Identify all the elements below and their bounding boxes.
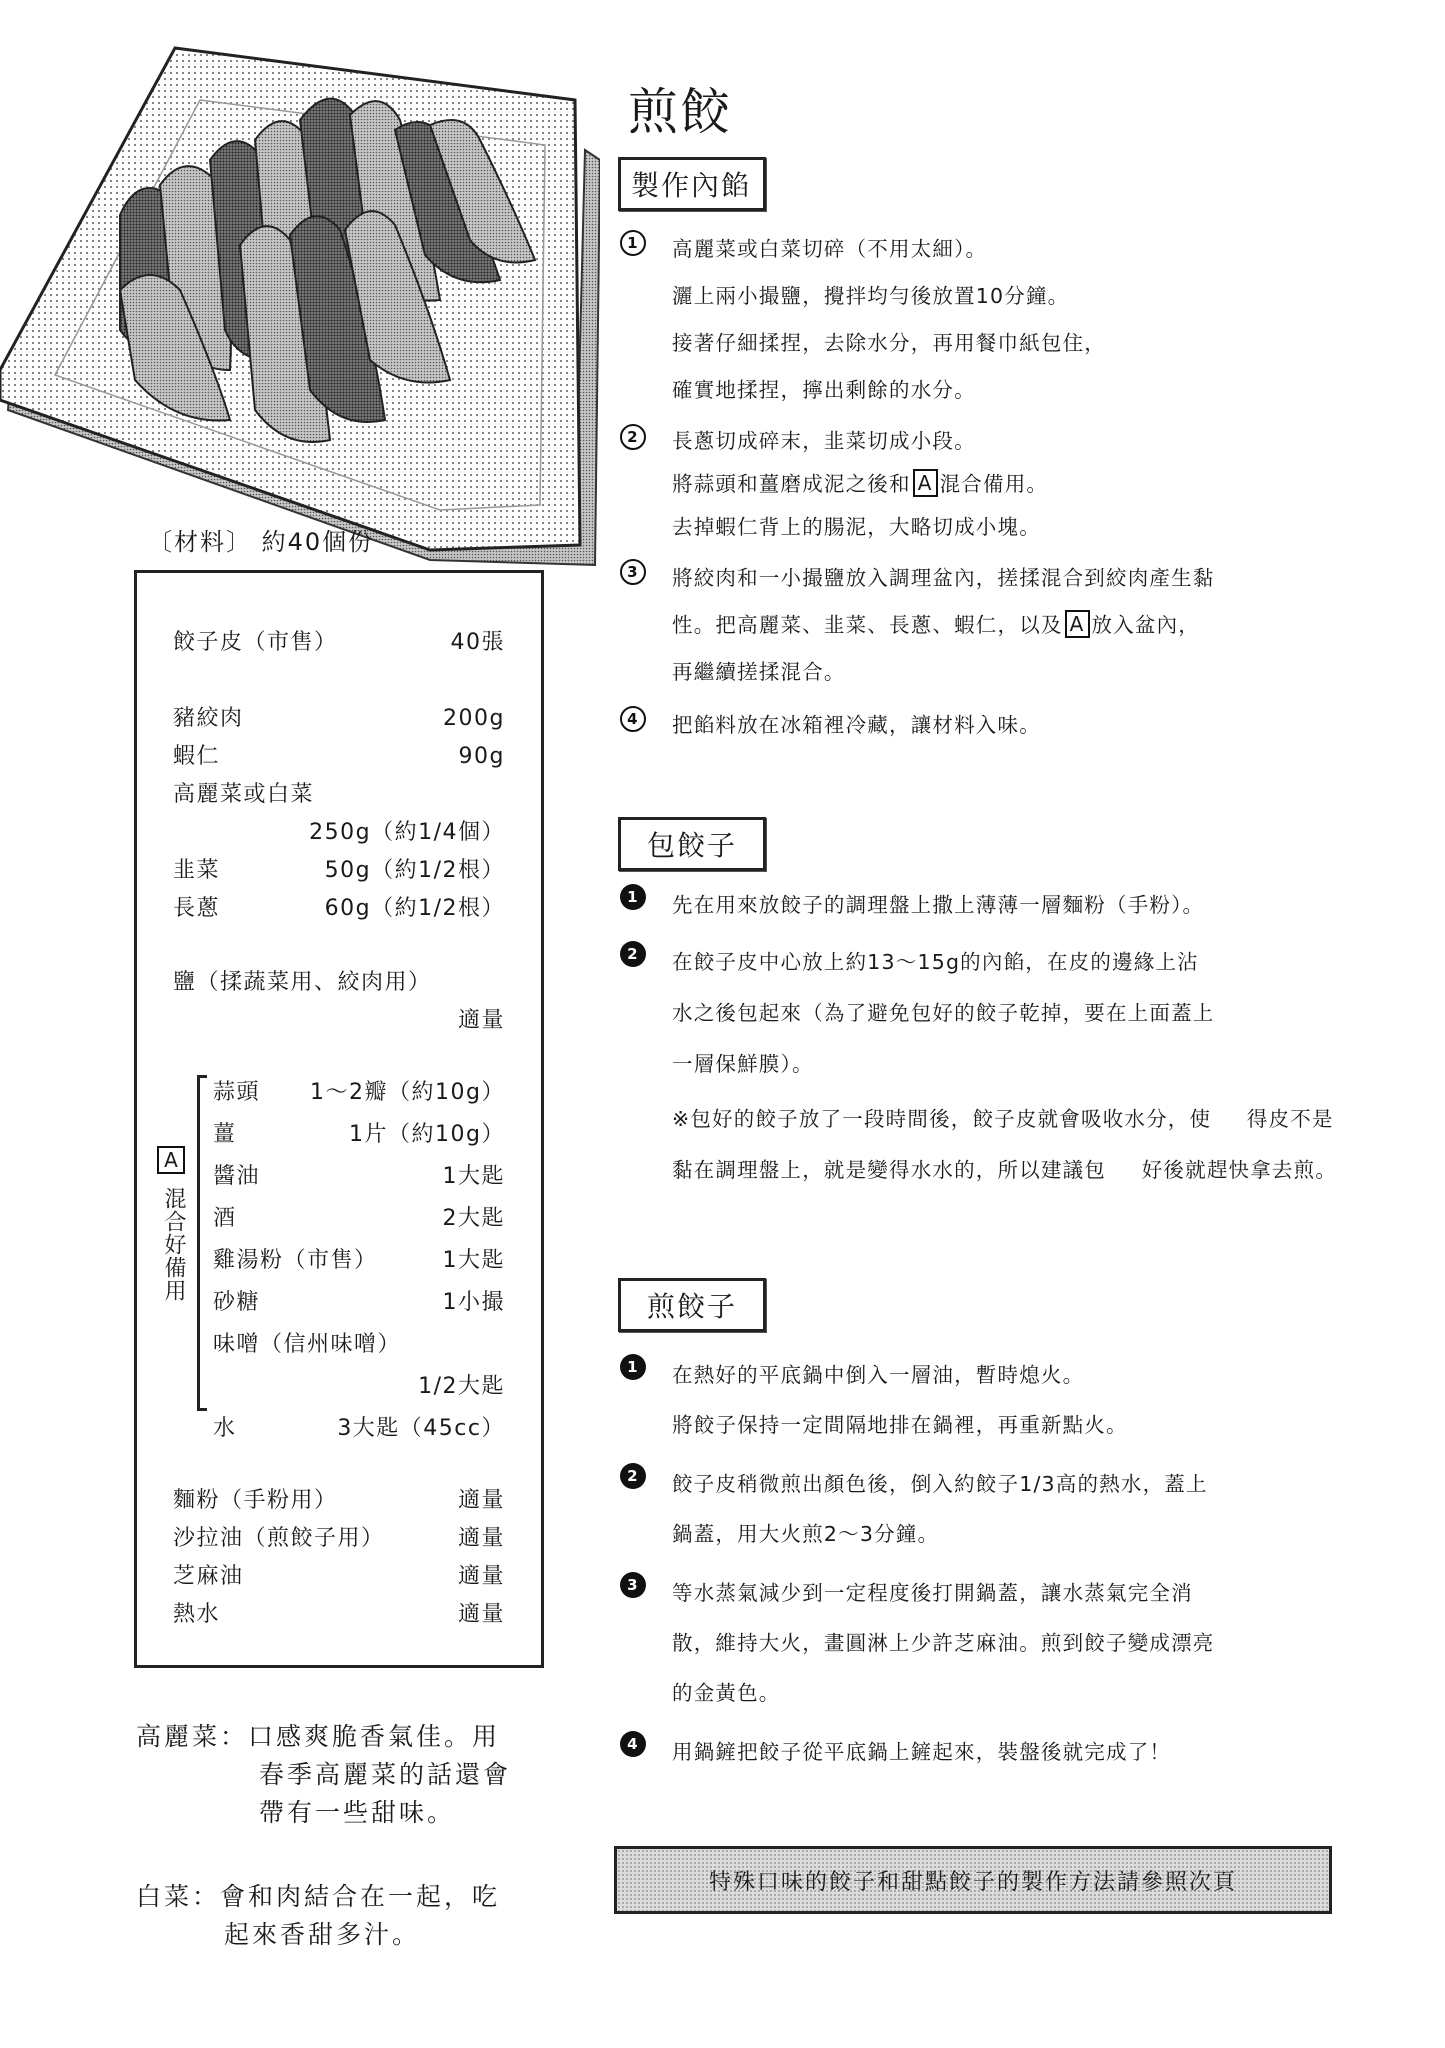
ingredient-name: 芝麻油 (173, 1564, 244, 1589)
recipe-title: 煎餃 (628, 83, 732, 141)
next-page-banner: 特殊口味的餃子和甜點餃子的製作方法請參照次頁 (614, 1846, 1332, 1914)
filled-number-1-icon: 1 (620, 1354, 646, 1380)
note-text: ※包好的餃子放了一段時間後，餃子皮就會吸收水分，使 (672, 1107, 1212, 1131)
circled-number-3-icon: 3 (620, 559, 646, 585)
ingredient-amount: 3大匙（45cc） (337, 1416, 505, 1441)
ingredient-name: 味噌（信州味噌） (213, 1332, 402, 1357)
filled-number-1-icon: 1 (620, 884, 646, 910)
note-line (136, 1878, 500, 1916)
ingredient-amount: 適量 (457, 1008, 505, 1033)
filled-number-2-icon: 2 (620, 1463, 646, 1489)
step-text-with-mix-ref (672, 463, 1340, 506)
wrapping-step-2 (620, 937, 1340, 1090)
ingredient-amount: 適量 (457, 1602, 505, 1627)
ingredient-amount: 1大匙 (442, 1248, 505, 1273)
filled-number-3-icon: 3 (620, 1572, 646, 1598)
step-text: 在餃子皮中心放上約13～15g的內餡，在皮的邊緣上沾 (672, 950, 1199, 974)
mix-ingredient-row (213, 1201, 505, 1232)
ingredient-row (173, 853, 505, 884)
ingredient-name: 雞湯粉（市售） (213, 1248, 378, 1273)
ingredient-row (173, 1483, 505, 1514)
section-header-frying: 煎餃子 (618, 1278, 766, 1332)
ingredient-amount: 1/2大匙 (418, 1374, 505, 1399)
step-text: 長蔥切成碎末，韭菜切成小段。 (672, 429, 976, 453)
wrapping-steps (620, 880, 1340, 1196)
mix-ingredient-row (213, 1327, 505, 1358)
mix-a-box-icon: A (1065, 610, 1090, 638)
ingredient-name: 餃子皮（市售） (173, 630, 338, 655)
note-text: 得皮不是黏在調理盤上，就是變得水水的，所以建議包 (672, 1107, 1334, 1182)
mix-a-box-icon: A (913, 469, 938, 497)
filled-number-4-icon: 4 (620, 1731, 646, 1757)
ingredient-amount: 60g（約1/2根） (324, 896, 505, 921)
note-text: 好後就趕快拿去煎。 (1141, 1158, 1338, 1182)
ingredient-row (173, 701, 505, 732)
ingredient-row (173, 1597, 505, 1628)
step-text: 在熱好的平底鍋中倒入一層油，暫時熄火。 (672, 1363, 1085, 1387)
step-text: 再繼續搓揉混合。 (672, 660, 846, 684)
step-text: 先在用來放餃子的調理盤上撒上薄薄一層麵粉（手粉）。 (672, 893, 1205, 917)
ingredient-row (173, 815, 505, 846)
filling-step-4 (620, 702, 1340, 749)
ingredient-name: 砂糖 (213, 1290, 261, 1315)
step-text: 將絞肉和一小撮鹽放入調理盆內，搓揉混合到絞肉產生黏 (672, 566, 1215, 590)
ingredient-row (173, 965, 505, 996)
mix-ingredient-row (213, 1285, 505, 1316)
step-text: 鍋蓋，用大火煎2～3分鐘。 (672, 1522, 940, 1546)
step-text: 水之後包起來（為了避免包好的餃子乾掉，要在上面蓋上 (672, 1001, 1215, 1025)
filling-step-2 (620, 420, 1340, 549)
circled-number-4-icon: 4 (620, 706, 646, 732)
ingredient-name: 蝦仁 (173, 744, 221, 769)
filled-number-2-icon: 2 (620, 941, 646, 967)
ingredient-name: 鹽（揉蔬菜用、絞肉用） (173, 970, 432, 995)
frying-step-4 (620, 1727, 1340, 1777)
ingredient-name: 薑 (213, 1122, 237, 1147)
ingredient-name: 豬絞肉 (173, 706, 244, 731)
step-text-with-mix-ref (672, 602, 1340, 649)
note-text: 口感爽脆香氣佳。用 (248, 1722, 501, 1751)
ingredient-amount: 2大匙 (442, 1206, 505, 1231)
note-text: 起來香甜多汁。 (224, 1920, 421, 1949)
filling-steps (620, 226, 1340, 749)
napa-cabbage-note (136, 1878, 500, 1954)
ingredient-amount: 250g（約1/4個） (309, 820, 505, 845)
mix-ingredient-row (213, 1243, 505, 1274)
step-text: 確實地揉捏，擰出剩餘的水分。 (672, 378, 976, 402)
ingredient-name: 蒜頭 (213, 1080, 261, 1105)
ingredients-box (134, 570, 544, 1668)
gyoza-plate-illustration (0, 40, 600, 600)
ingredient-row (173, 625, 505, 656)
ingredient-amount: 適量 (457, 1488, 505, 1513)
step-text: 的金黃色。 (672, 1681, 781, 1705)
note-line (136, 1718, 511, 1756)
ingredient-amount: 90g (458, 744, 505, 769)
ingredient-name: 酒 (213, 1206, 237, 1231)
ingredient-row (173, 1559, 505, 1590)
frying-step-2 (620, 1459, 1340, 1559)
mix-group-bracket (197, 1075, 207, 1411)
ingredient-amount: 1小撮 (442, 1290, 505, 1315)
circled-number-2-icon: 2 (620, 424, 646, 450)
note-text: 春季高麗菜的話還會 (259, 1760, 512, 1789)
ingredient-amount: 適量 (457, 1526, 505, 1551)
note-head: 高麗菜： (136, 1722, 249, 1751)
ingredient-name: 水 (213, 1416, 237, 1441)
section-header-wrapping: 包餃子 (618, 817, 766, 871)
ingredient-row (173, 777, 505, 808)
mix-ingredient-row (213, 1159, 505, 1190)
step-text: 灑上兩小撮鹽，攪拌均勻後放置10分鐘。 (672, 284, 1070, 308)
ingredient-amount: 1片（約10g） (349, 1122, 505, 1147)
note-head: 白菜： (136, 1882, 221, 1911)
step-text: 高麗菜或白菜切碎（不用太細）。 (672, 237, 988, 261)
step-text: 餃子皮稍微煎出顏色後，倒入約餃子1/3高的熱水，蓋上 (672, 1472, 1208, 1496)
step-text: 等水蒸氣減少到一定程度後打開鍋蓋，讓水蒸氣完全消 (672, 1581, 1193, 1605)
step-text: 放入盆內， (1091, 613, 1200, 637)
mix-group-note: 混合好備用 (161, 1187, 186, 1302)
ingredients-heading: 〔材料〕 約40個份 (148, 528, 375, 556)
ingredient-amount: 適量 (457, 1564, 505, 1589)
step-text: 將餃子保持一定間隔地排在鍋裡，再重新點火。 (672, 1413, 1128, 1437)
mix-a-box-icon: A (157, 1146, 185, 1174)
step-text: 接著仔細揉捏，去除水分，再用餐巾紙包住， (672, 331, 1106, 355)
mix-ingredient-row (213, 1369, 505, 1400)
mix-ingredient-row (213, 1411, 505, 1442)
frying-step-3 (620, 1568, 1340, 1718)
step-text: 一層保鮮膜）。 (672, 1052, 814, 1076)
frying-step-1 (620, 1350, 1340, 1450)
mix-ingredient-row (213, 1117, 505, 1148)
circled-number-1-icon: 1 (620, 230, 646, 256)
ingredient-amount: 50g（約1/2根） (324, 858, 505, 883)
step-text: 去掉蝦仁背上的腸泥，大略切成小塊。 (672, 515, 1041, 539)
step-text: 用鍋鏟把餃子從平底鍋上鏟起來，裝盤後就完成了！ (672, 1740, 1172, 1764)
ingredient-amount: 40張 (450, 630, 505, 655)
wrapping-note (620, 1094, 1340, 1196)
step-text: 散，維持大火，畫圓淋上少許芝麻油。煎到餃子變成漂亮 (672, 1631, 1215, 1655)
ingredient-name: 醬油 (213, 1164, 261, 1189)
ingredient-name: 熱水 (173, 1602, 221, 1627)
step-text: 把餡料放在冰箱裡冷藏，讓材料入味。 (672, 713, 1041, 737)
ingredient-row (173, 1521, 505, 1552)
ingredient-name: 韭菜 (173, 858, 221, 883)
note-text: 會和肉結合在一起，吃 (220, 1882, 501, 1911)
ingredient-row (173, 1003, 505, 1034)
ingredient-name: 麵粉（手粉用） (173, 1488, 338, 1513)
ingredient-row (173, 739, 505, 770)
cabbage-note (136, 1718, 511, 1832)
ingredient-row (173, 891, 505, 922)
section-header-filling: 製作內餡 (618, 157, 766, 211)
note-text: 帶有一些甜味。 (259, 1798, 456, 1827)
step-text: 將蒜頭和薑磨成泥之後和 (672, 472, 911, 496)
ingredient-name: 沙拉油（煎餃子用） (173, 1526, 385, 1551)
filling-step-3 (620, 555, 1340, 696)
ingredient-amount: 200g (443, 706, 505, 731)
step-text: 性。把高麗菜、韭菜、長蔥、蝦仁，以及 (672, 613, 1063, 637)
ingredient-name: 長蔥 (173, 896, 221, 921)
mix-ingredient-row (213, 1075, 505, 1106)
wrapping-step-1 (620, 880, 1340, 931)
frying-steps (620, 1350, 1340, 1777)
ingredient-name: 高麗菜或白菜 (173, 782, 315, 807)
filling-step-1 (620, 226, 1340, 414)
ingredient-amount: 1～2瓣（約10g） (310, 1080, 505, 1105)
ingredient-amount: 1大匙 (442, 1164, 505, 1189)
step-text: 混合備用。 (939, 472, 1049, 496)
